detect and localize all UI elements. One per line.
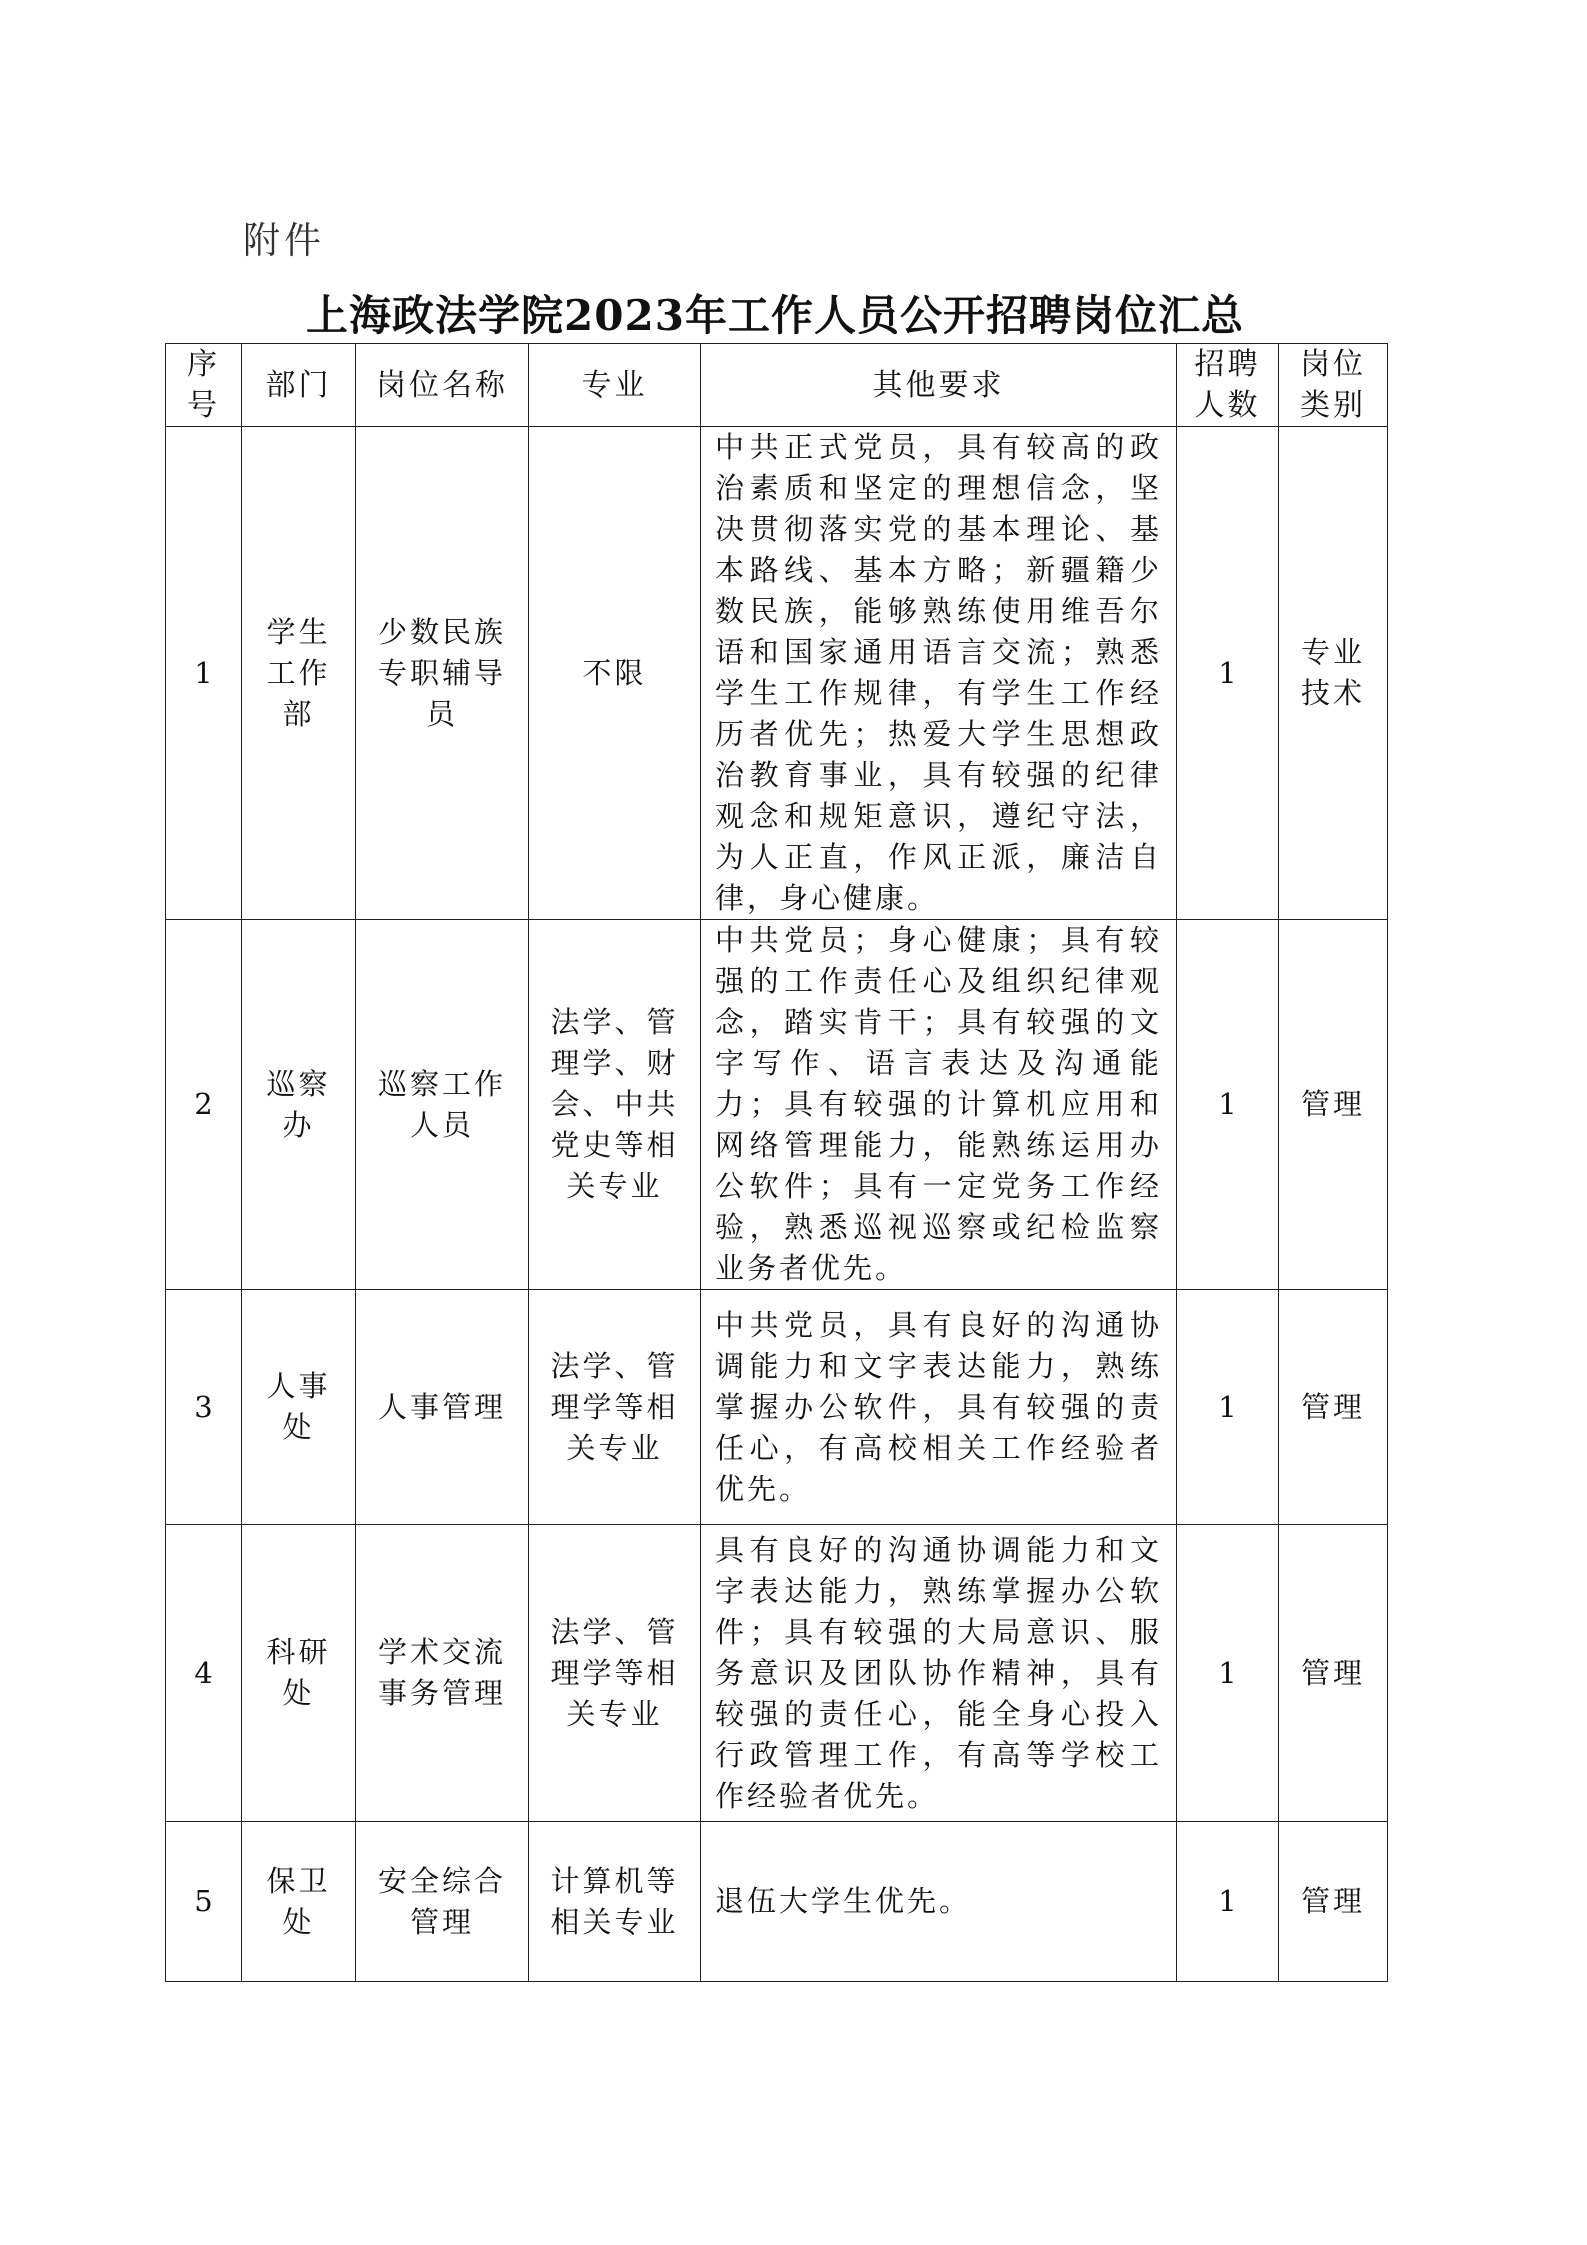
row-no: 1 <box>166 427 242 920</box>
row-dept: 学生工作部 <box>242 427 356 920</box>
row-type: 专业技术 <box>1279 427 1388 920</box>
table-row <box>166 920 1388 1290</box>
row-major: 计算机等相关专业 <box>529 1822 701 1982</box>
row-position: 学术交流事务管理 <box>356 1525 529 1822</box>
row-dept: 保卫处 <box>242 1822 356 1982</box>
row-count: 1 <box>1177 920 1279 1290</box>
row-type: 管理 <box>1279 1822 1388 1982</box>
table-row <box>166 1822 1388 1982</box>
header-major: 专业 <box>529 344 701 427</box>
row-type: 管理 <box>1279 920 1388 1290</box>
job-positions-table <box>165 343 1388 1982</box>
row-position: 安全综合管理 <box>356 1822 529 1982</box>
table-row <box>166 427 1388 920</box>
row-major: 不限 <box>529 427 701 920</box>
row-major: 法学、管理学、财会、中共党史等相关专业 <box>529 920 701 1290</box>
header-dept: 部门 <box>242 344 356 427</box>
header-requirements: 其他要求 <box>701 344 1177 427</box>
row-position: 人事管理 <box>356 1290 529 1525</box>
row-dept: 人事处 <box>242 1290 356 1525</box>
row-requirements: 具有良好的沟通协调能力和文字表达能力，熟练掌握办公软件；具有较强的大局意识、服务意识及团队协作精神，具有较强的责任心，能全身心投入行政管理工作，有高等学校工作经验者优先。 <box>701 1525 1177 1822</box>
document-title: 上海政法学院2023年工作人员公开招聘岗位汇总 <box>306 291 1244 340</box>
header-type: 岗位类别 <box>1279 344 1388 427</box>
row-major: 法学、管理学等相关专业 <box>529 1525 701 1822</box>
row-count: 1 <box>1177 427 1279 920</box>
table-row <box>166 1290 1388 1525</box>
row-dept: 科研处 <box>242 1525 356 1822</box>
header-position: 岗位名称 <box>356 344 529 427</box>
row-major: 法学、管理学等相关专业 <box>529 1290 701 1525</box>
attachment-label: 附件 <box>243 219 325 262</box>
row-requirements: 中共党员；身心健康；具有较强的工作责任心及组织纪律观念，踏实肯干；具有较强的文字写作、语言表达及沟通能力；具有较强的计算机应用和网络管理能力，能熟练运用办公软件；具有一定党务工作经验，熟悉巡视巡察或纪检监察业务者优先。 <box>701 920 1177 1290</box>
row-count: 1 <box>1177 1525 1279 1822</box>
row-position: 巡察工作人员 <box>356 920 529 1290</box>
row-position: 少数民族专职辅导员 <box>356 427 529 920</box>
row-count: 1 <box>1177 1290 1279 1525</box>
row-count: 1 <box>1177 1822 1279 1982</box>
header-no: 序号 <box>166 344 242 427</box>
row-requirements: 退伍大学生优先。 <box>701 1822 1177 1982</box>
row-requirements: 中共正式党员，具有较高的政治素质和坚定的理想信念，坚决贯彻落实党的基本理论、基本路线、基本方略；新疆籍少数民族，能够熟练使用维吾尔语和国家通用语言交流；熟悉学生工作规律，有学生工作经历者优先；热爱大学生思想政治教育事业，具有较强的纪律观念和规矩意识，遵纪守法，为人正直，作风正派，廉洁自律，身心健康。 <box>701 427 1177 920</box>
row-type: 管理 <box>1279 1525 1388 1822</box>
row-no: 5 <box>166 1822 242 1982</box>
row-no: 3 <box>166 1290 242 1525</box>
row-type: 管理 <box>1279 1290 1388 1525</box>
table-header-row <box>166 344 1388 427</box>
row-requirements: 中共党员，具有良好的沟通协调能力和文字表达能力，熟练掌握办公软件，具有较强的责任心，有高校相关工作经验者优先。 <box>701 1290 1177 1525</box>
header-count: 招聘人数 <box>1177 344 1279 427</box>
row-dept: 巡察办 <box>242 920 356 1290</box>
row-no: 2 <box>166 920 242 1290</box>
row-no: 4 <box>166 1525 242 1822</box>
table-row <box>166 1525 1388 1822</box>
